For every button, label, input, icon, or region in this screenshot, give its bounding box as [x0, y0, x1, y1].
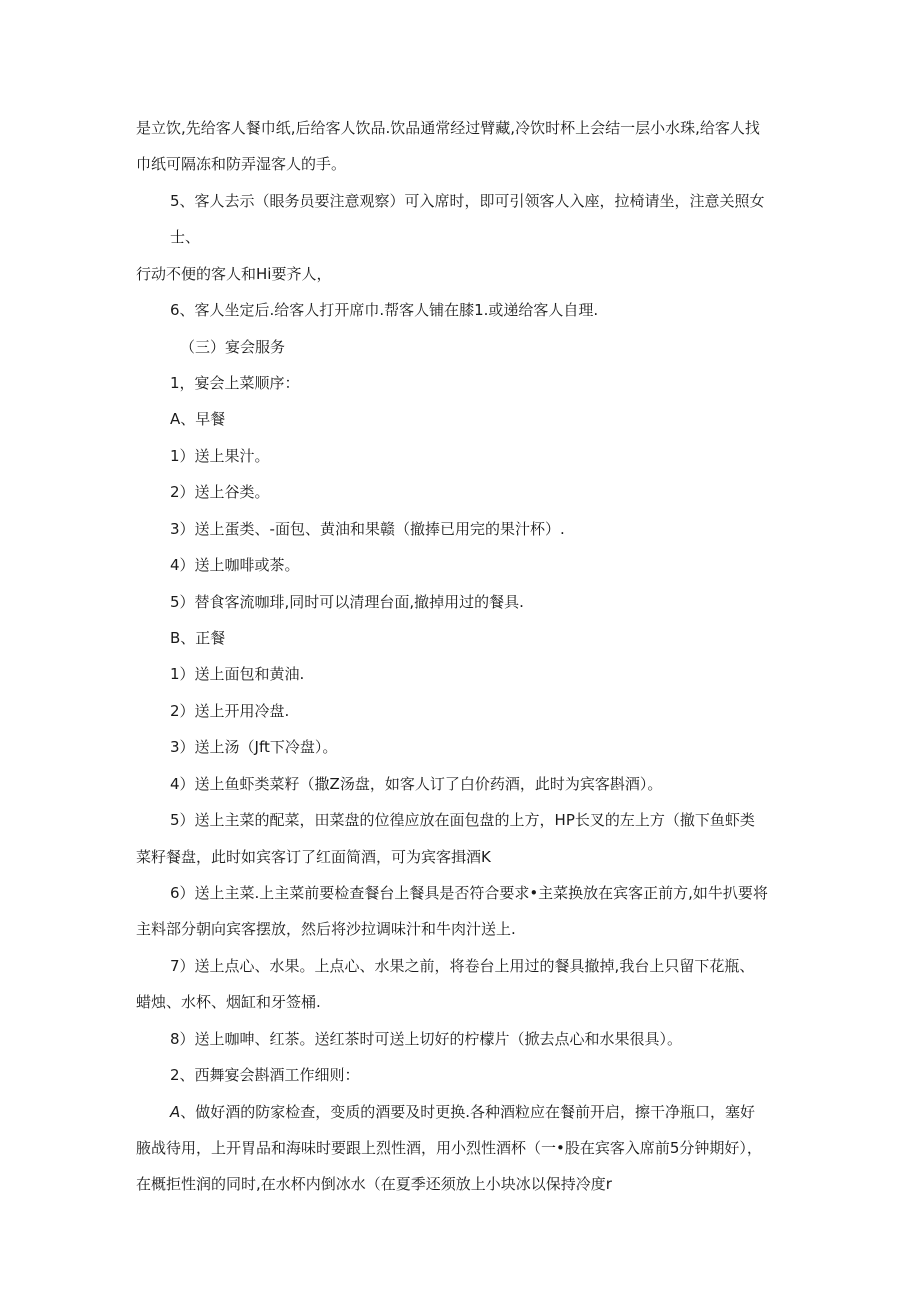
section-heading: （三）宴会服务: [180, 338, 286, 356]
text-line: 主料部分朝向宾客摆放，然后将沙拉调味汁和牛肉汁送上.: [136, 920, 516, 938]
text-line: 腋战待用，上开胃品和海味时要跟上烈性酒，用小烈性酒杯（一•股在宾客入席前5分钟期好），: [136, 1139, 762, 1157]
list-item: 6）送上主菜.上主菜前要检查餐台上餐具是否符合要求•主菜换放在宾客正前方,如牛扒要将: [170, 884, 768, 902]
text-line: 是立饮,先给客人餐巾纸,后给客人饮品.饮品通常经过臂藏,冷饮时杯上会结一层小水珠,给客人找: [136, 119, 760, 137]
list-item: 1）送上面包和黄油.: [170, 665, 305, 683]
list-item: 2）送上谷类。: [170, 483, 270, 501]
subheading: B、正餐: [170, 629, 226, 647]
list-item: 2）送上开用冷盘.: [170, 702, 290, 720]
item-text: 、做好酒的防家检查，变质的酒要及时更换.各种酒粒应在餐前开启，擦干净瓶口，塞好: [180, 1103, 756, 1121]
list-item: 4）送上鱼虾类菜籽（撒Z汤盘，如客人订了白价药酒，此时为宾客斟酒）。: [170, 775, 663, 793]
item-letter: A: [170, 1103, 181, 1121]
subheading: A、早餐: [170, 410, 226, 428]
text-line: 蜡烛、水杯、烟缸和牙签桶.: [136, 993, 321, 1011]
list-item: 3）送上蛋类、-面包、黄油和果赣（撤捧已用完的果汁杯）.: [170, 520, 565, 538]
list-item: 7）送上点心、水果。上点心、水果之前，将卷台上用过的餐具撤掉,我台上只留下花瓶、: [170, 957, 755, 975]
text-line: 5、客人去示（眼务员要注意观察）可入席时，即可引领客人入座，拉椅请坐，注意关照女: [170, 192, 765, 210]
text-line: 2、西舞宴会斟酒工作细则：: [170, 1066, 360, 1084]
text-line: 巾纸可隔冻和防弄湿客人的手。: [136, 155, 347, 173]
list-item: 8）送上咖呻、红茶。送红茶时可送上切好的柠檬片（掀去点心和水果很具）。: [170, 1030, 683, 1048]
list-item: 4）送上咖啡或茶。: [170, 556, 300, 574]
list-item: 5）替食客流咖琲,同时可以清理台面,撤掉用过的餐具.: [170, 593, 524, 611]
list-item: 5）送上主菜的配菜，田菜盘的位徨应放在面包盘的上方，HP长叉的左上方（撤下鱼虾类: [170, 811, 755, 829]
list-item: [170, 1102, 755, 1122]
text-line: 菜籽餐盘，此时如宾客订了红面简酒，可为宾客揖酒K: [136, 848, 491, 866]
text-line: 行动不便的客人和Hi要齐人，: [136, 265, 332, 283]
text-line: 1，宴会上菜顺序：: [170, 374, 300, 392]
text-line: 士、: [170, 228, 201, 246]
list-item: 1）送上果汁。: [170, 447, 270, 465]
text-line: 6、客人坐定后.给客人打开席巾.帮客人铺在膝1.或递给客人自理.: [170, 301, 599, 319]
list-item: 3）送上汤（Jft下冷盘）。: [170, 738, 338, 756]
text-line: 在概拒性润的同时,在水杯内倒冰水（在夏季还须放上小块冰以保持冷度r: [136, 1175, 612, 1193]
